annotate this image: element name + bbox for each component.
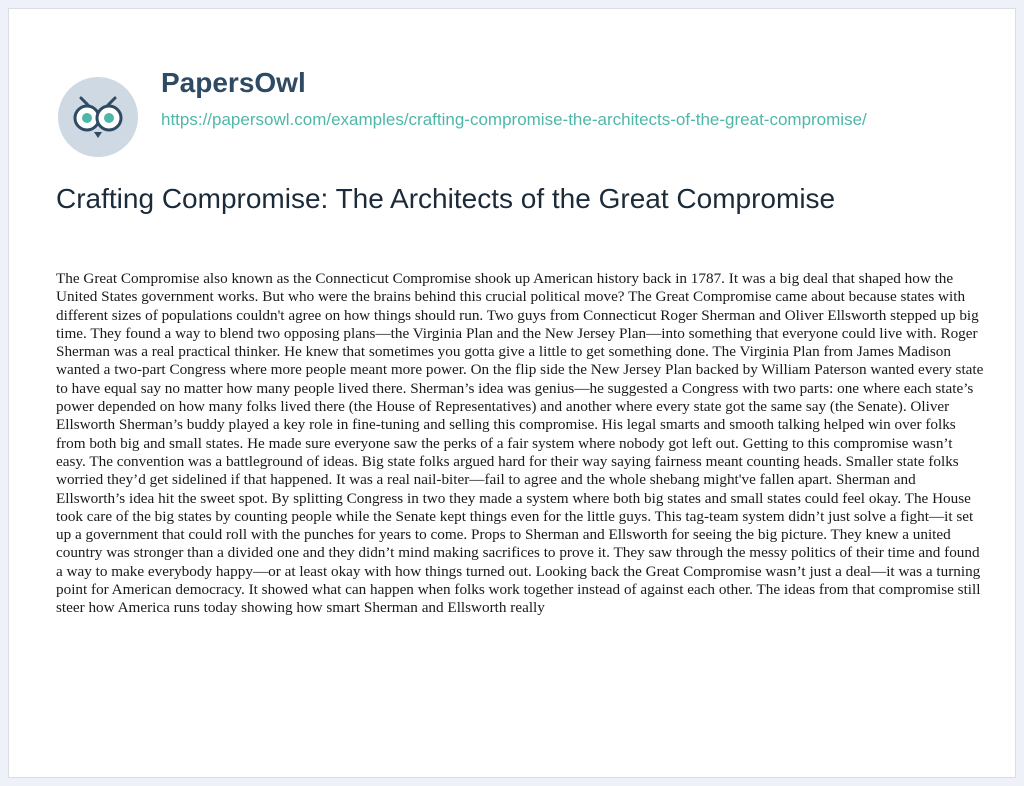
page-card [8,8,1016,778]
article-title: Crafting Compromise: The Architects of the Great Compromise [56,183,836,214]
source-url-link[interactable]: https://papersowl.com/examples/crafting-compromise-the-architects-of-the-great-compromise/ [161,110,867,129]
article-body: The Great Compromise also known as the Connecticut Compromise shook up American history back in 1787. It was a big deal that shaped how the United States government works. But who were the brains behind this crucial political move? The Great Compromise came about because states with different sizes of populations couldn't agree on how things should run. Two guys from Connecticut Roger Sherman and Oliver Ellsworth stepped up big time. They found a way to blend two opposing plans—the Virginia Plan and the New Jersey Plan—into something that everyone could live with. Roger Sherman was a real practical thinker. He knew that sometimes you gotta give a little to get something done. The Virginia Plan from James Madison wanted a two-part Congress where more people meant more power. On the flip side the New Jersey Plan backed by William Paterson wanted every state to have equal say no matter how many people lived there. Sherman’s idea was genius—he suggested a Congress with two parts: one where each state’s power depended on how many folks lived there (the House of Representatives) and another where every state got the same say (the Senate). Oliver Ellsworth Sherman’s buddy played a key role in fine-tuning and selling this compromise. His legal smarts and smooth talking helped win over folks from both big and small states. He made sure everyone saw the perks of a fair system where nobody got left out. Getting to this compromise wasn’t easy. The convention was a battleground of ideas. Big state folks argued hard for their way saying fairness meant counting heads. Smaller state folks worried they’d get sidelined if that happened. It was a real nail-biter—fail to agree and the whole shebang might've fallen apart. Sherman and Ellsworth’s idea hit the sweet spot. By splitting Congress in two they made a system where both big states and small states could feel okay. The House took care of the big states by counting people while the Senate kept things even for the little guys. This tag-team system didn’t just solve a fight—it set up a government that could roll with the punches for years to come. Props to Sherman and Ellsworth for seeing the big picture. They knew a united country was stronger than a divided one and they didn’t mind making sacrifices to prove it. They saw through the messy politics of their time and found a way to make everybody happy—or at least okay with how things turned out. Looking back the Great Compromise wasn’t just a deal—it was a turning point for American democracy. It showed what can happen when folks work together instead of against each other. The ideas from that compromise still steer how America runs today showing how smart Sherman and Ellsworth really [56,270,984,617]
owl-face-icon [57,76,139,158]
brand-name: PapersOwl [161,67,306,98]
